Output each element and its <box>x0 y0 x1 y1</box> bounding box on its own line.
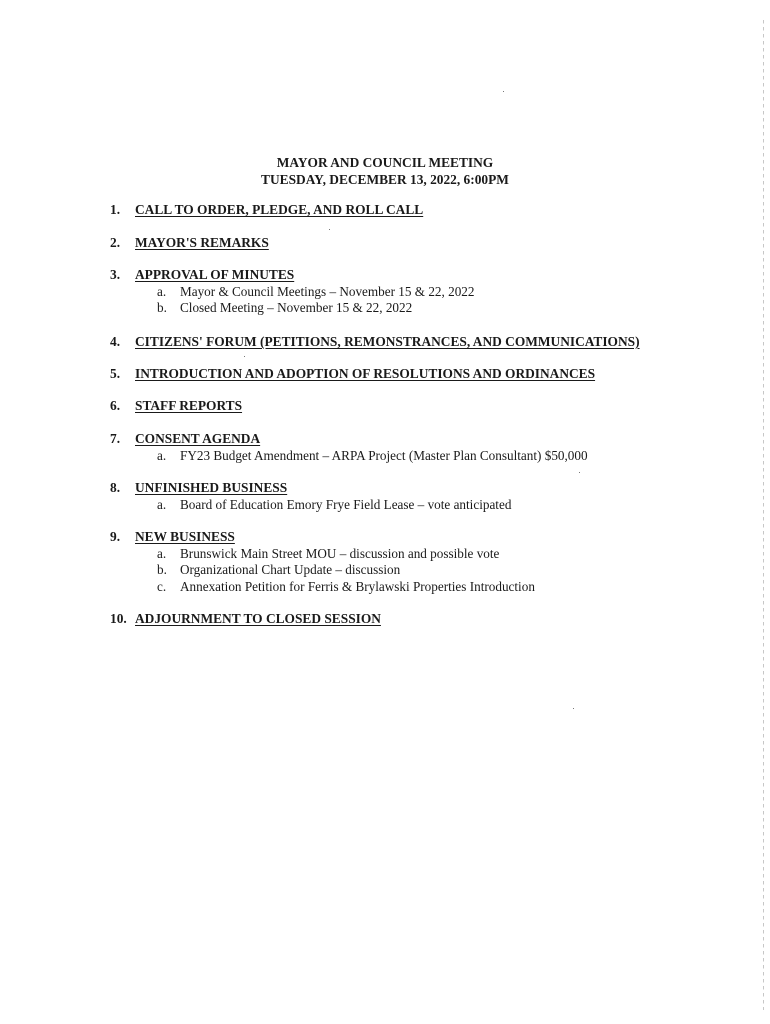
sub-item-text: Brunswick Main Street MOU – discussion and possible vote <box>180 545 500 561</box>
agenda-section-4 <box>110 334 640 351</box>
section-title: ADJOURNMENT TO CLOSED SESSION <box>135 611 381 626</box>
section-title: APPROVAL OF MINUTES <box>135 267 295 282</box>
sub-item <box>110 284 474 301</box>
section-number: 4. <box>110 334 121 349</box>
sub-item-letter: c. <box>157 578 167 594</box>
section-number: 8. <box>110 480 121 495</box>
section-heading <box>110 398 242 415</box>
scan-speck <box>244 356 245 357</box>
sub-item <box>110 497 511 514</box>
section-title: MAYOR'S REMARKS <box>135 235 269 250</box>
section-heading <box>110 366 595 383</box>
section-title: NEW BUSINESS <box>135 529 235 544</box>
meeting-title: MAYOR AND COUNCIL MEETING <box>276 155 494 170</box>
section-number: 5. <box>110 366 121 381</box>
agenda-section-6 <box>110 398 242 415</box>
sub-item-text: Board of Education Emory Frye Field Lease – vote anticipated <box>180 496 512 512</box>
section-title: CITIZENS' FORUM (PETITIONS, REMONSTRANCES, AND COMMUNICATIONS) <box>135 334 640 349</box>
section-number: 6. <box>110 398 121 413</box>
sub-item-list <box>110 546 535 596</box>
agenda-section-5 <box>110 366 595 383</box>
section-title: STAFF REPORTS <box>135 398 243 413</box>
sub-item-letter: a. <box>157 283 167 299</box>
sub-item-list <box>110 284 474 317</box>
section-title: UNFINISHED BUSINESS <box>135 480 288 495</box>
section-title: CALL TO ORDER, PLEDGE, AND ROLL CALL <box>135 202 424 217</box>
section-heading <box>110 529 535 546</box>
sub-item <box>110 546 535 563</box>
agenda-section-7 <box>110 431 588 464</box>
scan-speck <box>329 229 330 230</box>
section-heading <box>110 267 474 284</box>
section-title: CONSENT AGENDA <box>135 431 261 446</box>
sub-item-list <box>110 448 588 465</box>
section-number: 2. <box>110 235 121 250</box>
agenda-section-3 <box>110 267 474 317</box>
section-heading <box>110 235 269 252</box>
section-number: 10. <box>110 611 127 626</box>
sub-item-letter: a. <box>157 496 167 512</box>
agenda-section-9 <box>110 529 535 595</box>
section-number: 1. <box>110 202 121 217</box>
sub-item-letter: a. <box>157 447 167 463</box>
sub-item-list <box>110 497 511 514</box>
sub-item <box>110 562 535 579</box>
agenda-section-2 <box>110 235 269 252</box>
sub-item-letter: b. <box>157 562 167 577</box>
section-heading <box>110 202 423 219</box>
sub-item-text: Organizational Chart Update – discussion <box>180 562 401 577</box>
sub-item-letter: b. <box>157 300 167 315</box>
meeting-header <box>0 154 770 188</box>
section-heading <box>110 611 381 628</box>
scan-speck <box>503 91 504 92</box>
sub-item-text: Closed Meeting – November 15 & 22, 2022 <box>180 300 413 315</box>
section-number: 3. <box>110 267 121 282</box>
section-heading <box>110 480 511 497</box>
section-number: 7. <box>110 431 121 446</box>
meeting-date: TUESDAY, DECEMBER 13, 2022, 6:00PM <box>261 172 509 187</box>
agenda-section-1 <box>110 202 423 219</box>
sub-item <box>110 300 474 317</box>
scan-speck <box>579 472 580 473</box>
sub-item-letter: a. <box>157 545 167 561</box>
scan-speck <box>573 708 574 709</box>
sub-item-text: Annexation Petition for Ferris & Brylawski Properties Introduction <box>180 578 535 594</box>
section-number: 9. <box>110 529 121 544</box>
agenda-section-10 <box>110 611 381 628</box>
sub-item-text: Mayor & Council Meetings – November 15 & 22, 2022 <box>180 283 475 299</box>
agenda-section-8 <box>110 480 511 513</box>
sub-item-text: FY23 Budget Amendment – ARPA Project (Master Plan Consultant) $50,000 <box>180 447 588 463</box>
section-title: INTRODUCTION AND ADOPTION OF RESOLUTIONS AND ORDINANCES <box>135 366 596 381</box>
sub-item <box>110 448 588 465</box>
section-heading <box>110 431 588 448</box>
section-heading <box>110 334 640 351</box>
sub-item <box>110 579 535 596</box>
